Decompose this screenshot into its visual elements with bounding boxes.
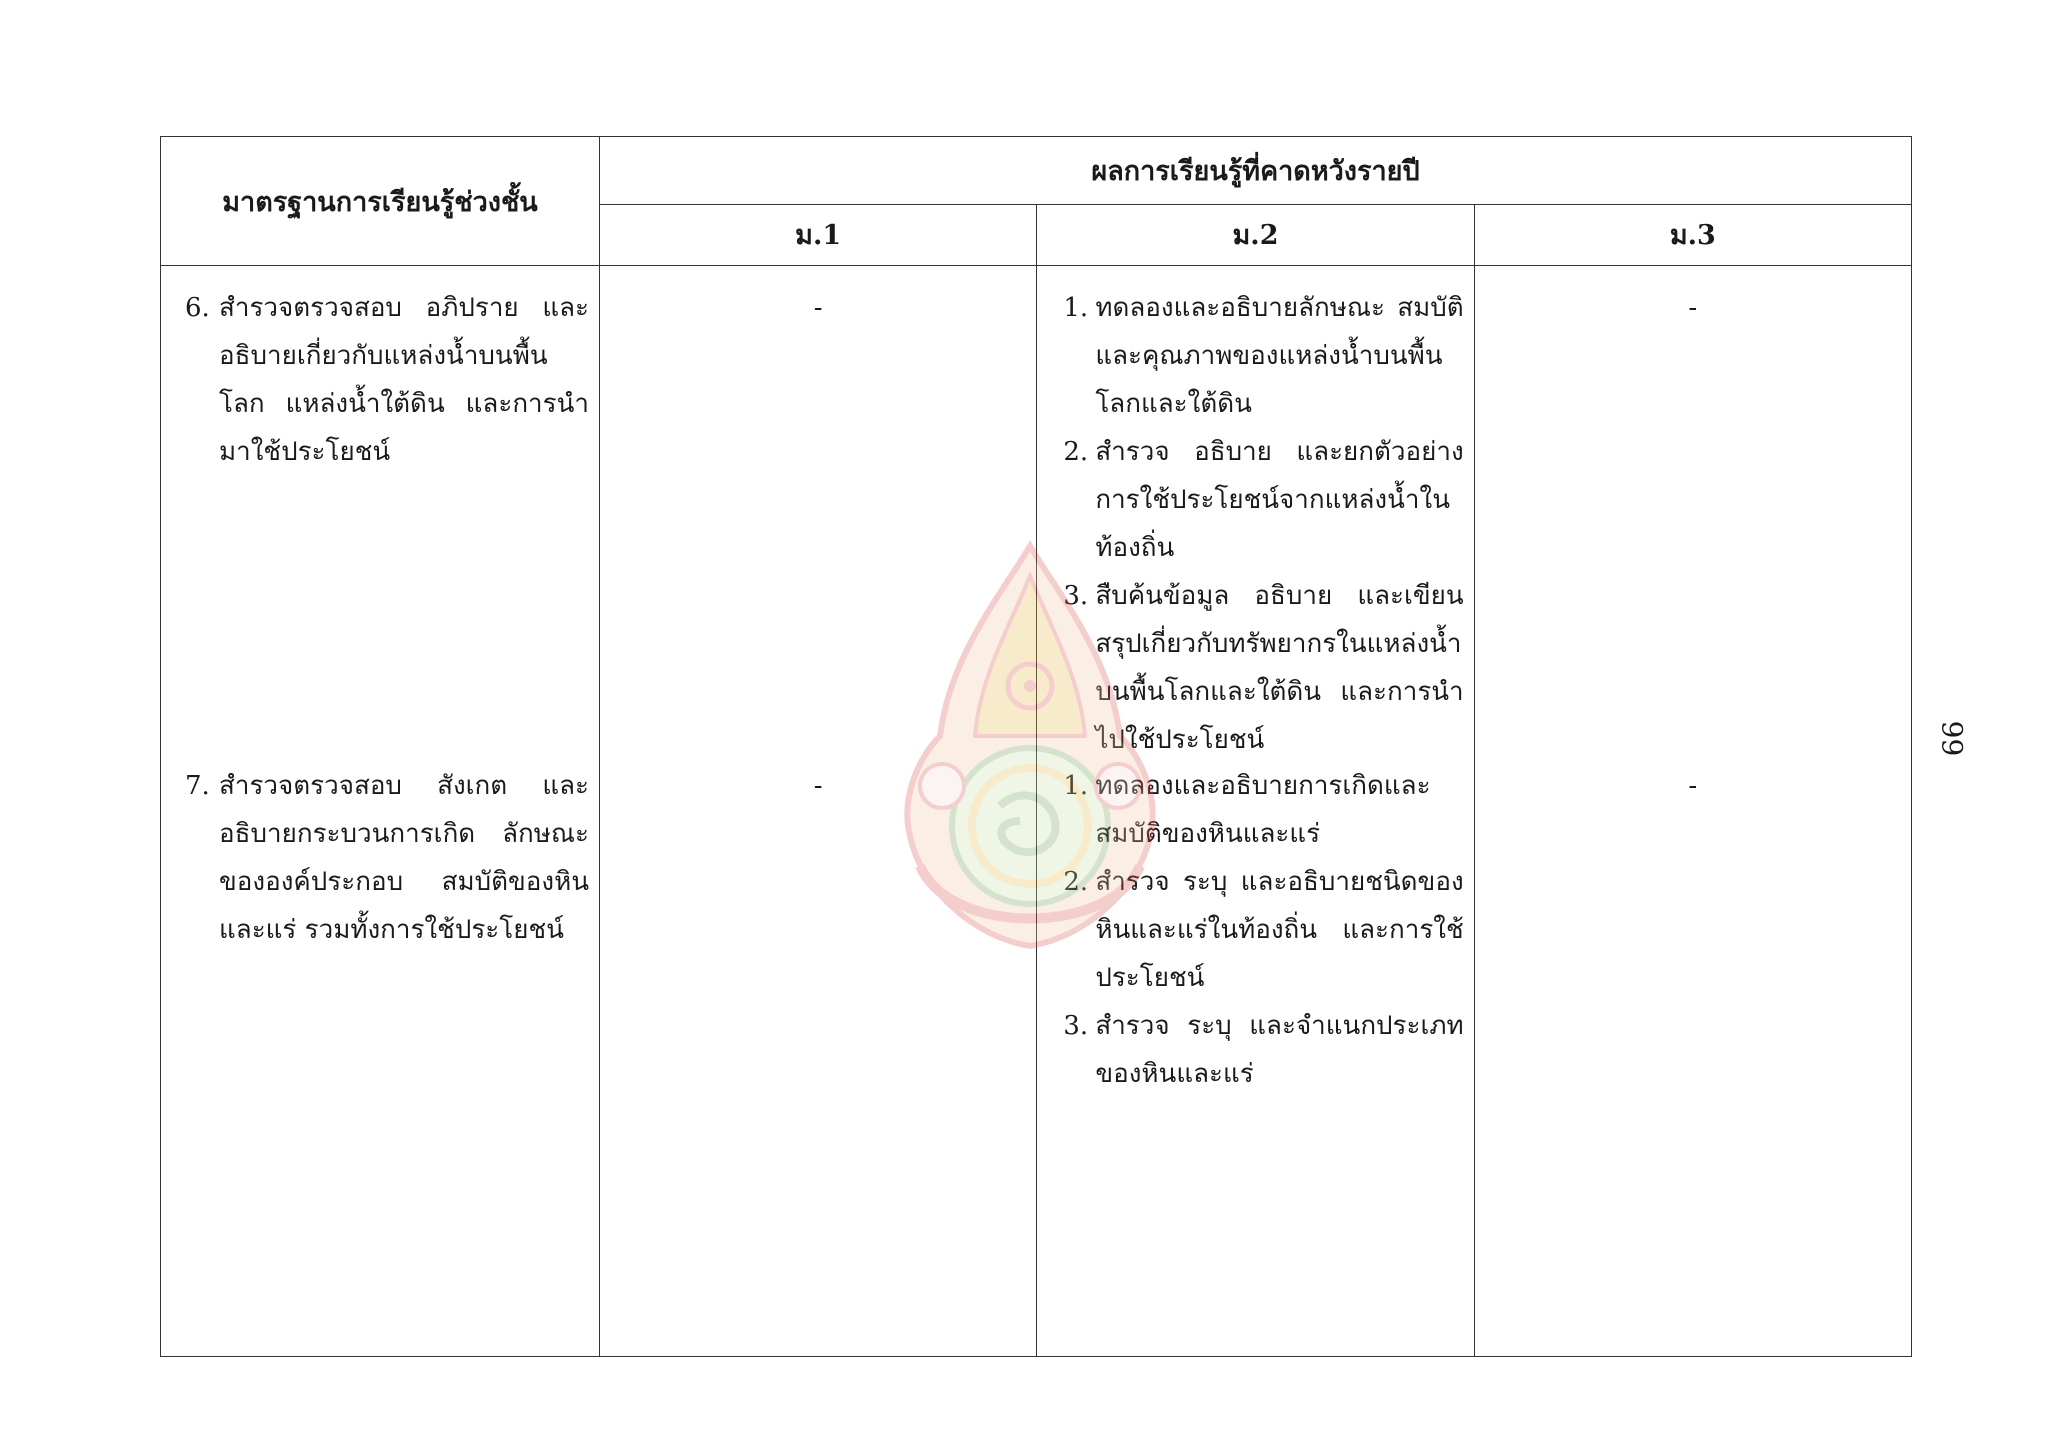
page-number: 99	[1935, 720, 1969, 757]
empty-dash: -	[813, 771, 823, 801]
list-item	[1063, 572, 1463, 764]
standard-item-7	[161, 762, 599, 954]
list-item	[1063, 1002, 1463, 1098]
outcome-list	[1037, 284, 1473, 764]
list-item	[1063, 284, 1463, 428]
outcome-text: สืบค้นข้อมูล อธิบาย และเขียนสรุปเกี่ยวกับทรัพยากรในแหล่งน้ำบนพื้นโลกและใต้ดิน และการนำไปใช้ประโยชน์	[1095, 581, 1464, 755]
standard-text: สำรวจตรวจสอบ อภิปราย และอธิบายเกี่ยวกับแหล่งน้ำบนพื้นโลก แหล่งน้ำใต้ดิน และการนำมาใช้ประโยชน์	[219, 293, 589, 467]
header-grade-m2: ม.2	[1037, 204, 1474, 265]
header-grade-m3: ม.3	[1474, 204, 1911, 265]
curriculum-table	[160, 136, 1912, 1357]
list-item	[1063, 428, 1463, 572]
table-row	[161, 266, 1912, 1357]
list-item	[1063, 762, 1463, 858]
empty-dash: -	[1688, 771, 1698, 801]
grade-m3-cell	[1474, 266, 1911, 1357]
standards-cell	[161, 266, 600, 1357]
empty-dash: -	[813, 293, 823, 323]
grade-m2-cell	[1037, 266, 1474, 1357]
header-standard: มาตรฐานการเรียนรู้ช่วงชั้น	[161, 137, 600, 266]
outcome-number: 1.	[1063, 293, 1089, 323]
outcome-number: 3.	[1063, 1011, 1089, 1041]
outcome-number: 2.	[1063, 437, 1089, 467]
outcome-text: สำรวจ อธิบาย และยกตัวอย่างการใช้ประโยชน์จากแหล่งน้ำในท้องถิ่น	[1095, 437, 1464, 563]
standard-number: 6.	[185, 293, 210, 323]
header-expected-outcomes: ผลการเรียนรู้ที่คาดหวังรายปี	[600, 137, 1912, 205]
outcome-number: 2.	[1063, 867, 1089, 897]
list-item	[1063, 858, 1463, 1002]
grade-m1-cell	[600, 266, 1037, 1357]
standard-text: สำรวจตรวจสอบ สังเกต และอธิบายกระบวนการเกิด ลักษณะขององค์ประกอบ สมบัติของหินและแร่ รวมทั้งการใช้ประโยชน์	[219, 771, 589, 945]
outcome-text: ทดลองและอธิบายลักษณะ สมบัติและคุณภาพของแหล่งน้ำบนพื้นโลกและใต้ดิน	[1095, 293, 1464, 419]
outcome-text: สำรวจ ระบุ และอธิบายชนิดของหินและแร่ในท้องถิ่น และการใช้ประโยชน์	[1095, 867, 1464, 993]
outcome-list	[1037, 762, 1473, 1098]
empty-dash: -	[1688, 293, 1698, 323]
header-grade-m1: ม.1	[600, 204, 1037, 265]
outcome-number: 1.	[1063, 771, 1089, 801]
outcome-text: ทดลองและอธิบายการเกิดและสมบัติของหินและแร่	[1095, 771, 1431, 849]
standard-number: 7.	[185, 771, 210, 801]
standard-item-6	[161, 284, 599, 476]
outcome-number: 3.	[1063, 581, 1089, 611]
outcome-text: สำรวจ ระบุ และจำแนกประเภทของหินและแร่	[1095, 1011, 1464, 1089]
